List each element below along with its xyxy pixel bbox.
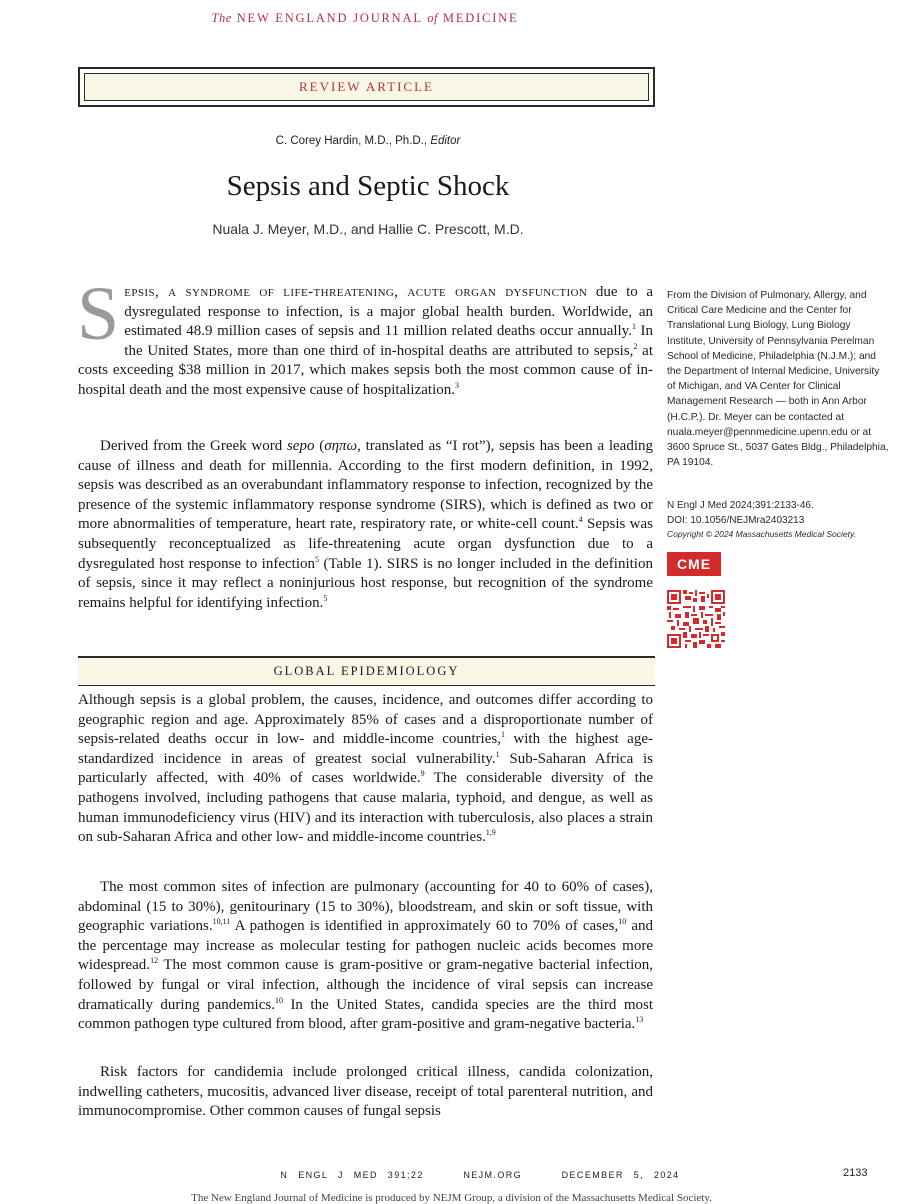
- text-run: and the percentage may increase as molecular testing for pathogen nucleic acids becomes more widespread.: [78, 918, 653, 974]
- section-heading: GLOBAL EPIDEMIOLOGY: [78, 656, 655, 686]
- text-run: Derived from the Greek word: [100, 438, 287, 454]
- text-run: Although sepsis is a global problem, the causes, incidence, and outcomes differ according to geographic region and age. Approximately 85% of cases and a disproportionate number of sepsis-related deaths occur in low- and middle-income countries,: [78, 692, 653, 748]
- text-run: at costs exceeding $38 million in 2017, which makes sepsis both the most common cause of in-hospital death and the most expensive cause of hospitalization.: [78, 342, 653, 398]
- reference-marker: 13: [635, 1015, 644, 1025]
- qr-code-icon[interactable]: [667, 590, 725, 648]
- reference-marker: 2: [633, 341, 638, 351]
- text-run: A pathogen is identified in approximately 60 to 70% of cases,: [230, 918, 619, 935]
- author-affiliation: From the Division of Pulmonary, Allergy, and Critical Care Medicine and the Center for Translational Lung Biology, Lung Biology Institute, University of Pennsylvania Perelman School of Medicine, Philadelphia (N.J.M.); and the Department of Internal Medicine, University of Michigan, and VA Center for Clinical Management Research — both in Ann Arbor (H.C.P.). Dr. Meyer can be contacted at nuala.meyer@pennmedicine.upenn.edu or at 3600 Spruce St., 5037 Gates Bldg., Philadelphia, PA 19104.: [667, 290, 889, 469]
- text-run: due to a dysregulated response to infection, is a major global health burden. Worldwide, an estimated 48.9 million cases of sepsis and 11 million related deaths occur annually.: [124, 284, 653, 340]
- doi-link[interactable]: DOI: 10.1056/NEJMra2403213: [667, 515, 805, 526]
- editor-name: C. Corey Hardin, M.D., Ph.D.,: [275, 135, 428, 147]
- text-run: with the highest age-standardized incidence in areas of greatest social vulnerability.: [78, 731, 653, 767]
- reference-marker: 10: [618, 917, 627, 927]
- text-run: The most common cause is gram-positive or gram-negative bacterial infection, followed by fungal or viral infection, although the incidence of viral sepsis can increase dramatically during pandemics.: [78, 957, 653, 1013]
- publisher-notice: The New England Journal of Medicine is produced by NEJM Group, a division of the Massachusetts Medical Society.: [191, 1192, 712, 1204]
- citation-block: [667, 498, 889, 528]
- reference-marker: 10: [274, 995, 283, 1005]
- greek-word-transliteration: sepo: [286, 438, 315, 454]
- article-type-label: REVIEW ARTICLE: [84, 73, 649, 101]
- journal-masthead-name-b: MEDICINE: [442, 11, 519, 25]
- reference-marker: 1: [500, 730, 505, 740]
- article-title: Sepsis and Septic Shock: [226, 170, 510, 202]
- epidemiology-paragraph-2: [78, 878, 653, 1035]
- journal-masthead: [0, 11, 730, 26]
- cme-button[interactable]: CME: [667, 552, 721, 576]
- citation: N Engl J Med 2024;391:2133-46.: [667, 500, 814, 511]
- reference-marker: 5: [323, 593, 328, 603]
- reference-marker: 1: [631, 322, 636, 332]
- text-run: In the United States, candida species are the third most common pathogen type cultured from blood, after gram-positive and gram-negative bacteria.: [78, 996, 653, 1033]
- article-authors: Nuala J. Meyer, M.D., and Hallie C. Prescott, M.D.: [212, 221, 524, 237]
- running-footer: N ENGL J MED 391;22 NEJM.ORG DECEMBER 5, 2024: [280, 1170, 680, 1180]
- reference-marker: 4: [578, 515, 583, 525]
- reference-marker: 9: [420, 769, 425, 779]
- text-run: , translated as “I rot”), sepsis has been a leading cause of illness and death for millennia. According to the first modern definition, in 1992, sepsis was described as an overabundant inflammatory response to infection, recognized by the presence of the systemic inflammatory response syndrome (SIRS), which is defined as two or more abnormalities of temperature, heart rate, respiratory rate, or white-cell count.: [78, 438, 653, 533]
- intro-lead: epsis, a syndrome of life-threatening, acute organ dysfunction: [124, 284, 588, 300]
- reference-marker: 10,11: [212, 917, 231, 927]
- text-run: (Table 1). SIRS is no longer included in the definition of sepsis, since it may reflect a noninjurious host response, but recognition of the syndrome remains helpful for identifying infection.: [78, 555, 653, 611]
- text-run: (: [314, 438, 325, 454]
- page-number: 2133: [843, 1167, 868, 1179]
- editor-line: [78, 135, 658, 147]
- copyright-notice: Copyright © 2024 Massachusetts Medical Society.: [667, 529, 856, 539]
- article-type-box: [78, 67, 655, 107]
- journal-masthead-the: The: [211, 11, 232, 25]
- reference-marker: 1: [495, 749, 500, 759]
- text-run: In the United States, more than one third of in-hospital deaths are attributed to sepsis,: [124, 323, 653, 359]
- reference-marker: 12: [150, 956, 159, 966]
- editor-role: Editor: [430, 135, 461, 147]
- journal-masthead-of: of: [427, 11, 438, 25]
- text-run: The considerable diversity of the pathogens involved, including pathogens that cause malaria, typhoid, and dengue, as well as human immunodeficiency virus (HIV) and its interaction with tuberculosis, also places a strain on sub-Saharan Africa and other low- and middle-income countries.: [78, 770, 653, 846]
- reference-marker: 5: [314, 554, 319, 564]
- intro-paragraph-1: [77, 272, 653, 401]
- drop-cap: S: [77, 272, 120, 356]
- reference-marker: 1,9: [485, 828, 496, 838]
- journal-masthead-name-a: NEW ENGLAND JOURNAL: [236, 11, 423, 25]
- reference-marker: 3: [455, 380, 459, 390]
- text-run: Sepsis was subsequently reconceptualized as life-threatening acute organ dysfunction due to a dysregulated host response to infection: [78, 516, 654, 572]
- epidemiology-paragraph-1: [78, 691, 653, 848]
- intro-paragraph-2: [78, 437, 653, 613]
- text-run: Sub-Saharan Africa is particularly affected, with 40% of cases worldwide.: [78, 750, 653, 787]
- greek-word: σηπω: [324, 438, 358, 454]
- text-run: The most common sites of infection are pulmonary (accounting for 40 to 60% of cases), abdominal (15 to 30%), genitourinary (15 to 30%), bloodstream, and skin or soft tissue, with geographic variations.: [78, 879, 653, 935]
- epidemiology-paragraph-3: Risk factors for candidemia include prolonged critical illness, candida colonization, indwelling catheters, mucositis, advanced liver disease, receipt of total parenteral nutrition, and immunocompromise. Other common causes of fungal sepsis: [78, 1064, 653, 1120]
